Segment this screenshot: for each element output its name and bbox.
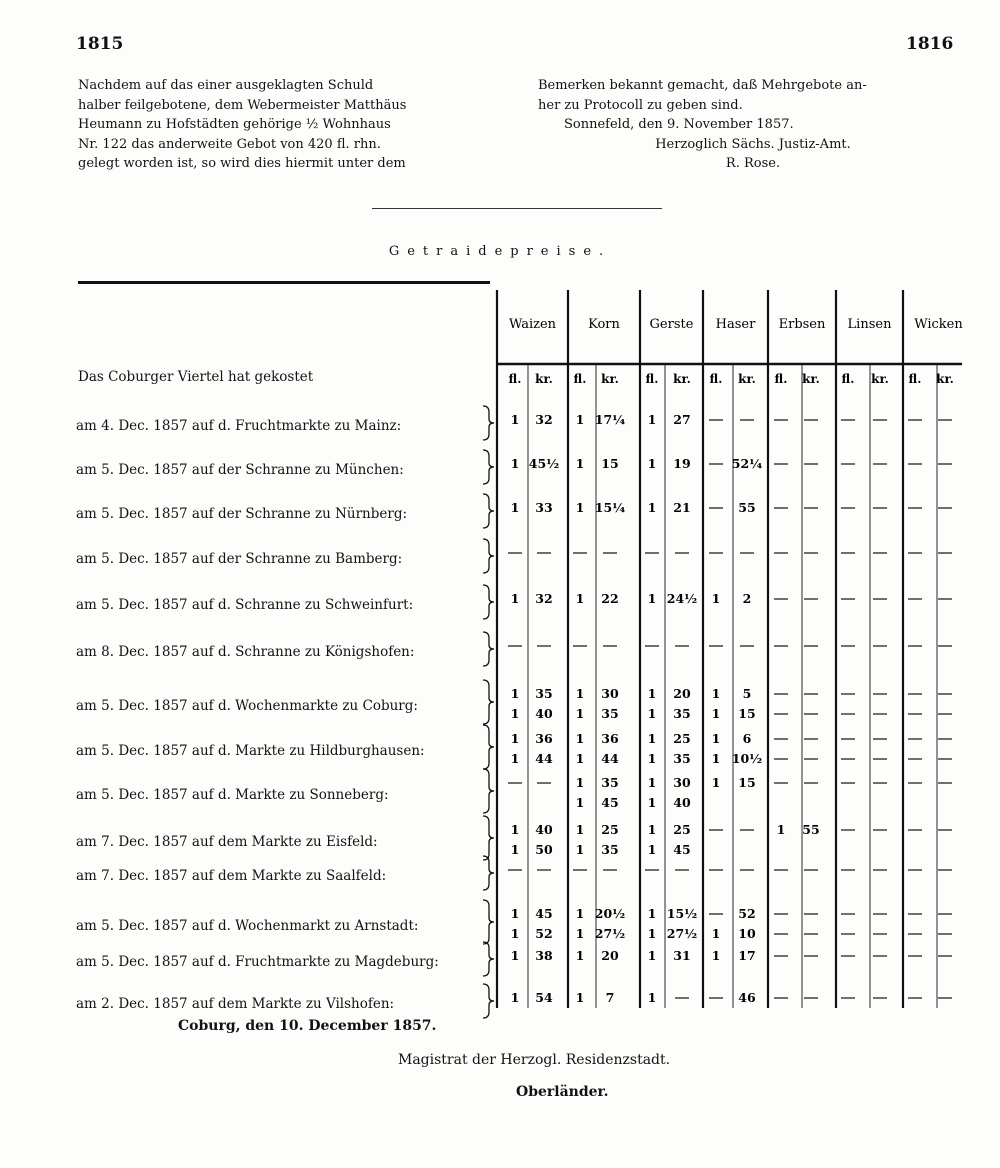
column-header: Waizen	[508, 317, 557, 332]
price-cell: 52	[535, 926, 553, 941]
price-cell: 1	[711, 731, 721, 746]
price-cell: 1	[711, 926, 721, 941]
row-brace	[483, 494, 494, 528]
price-cell: 1	[575, 456, 585, 471]
price-cell: 36	[535, 731, 553, 746]
price-cell: 5	[742, 686, 752, 701]
price-cell: 1	[647, 591, 657, 606]
unit-header: kr.	[535, 372, 553, 386]
table-intro: Das Coburger Viertel hat gekostet	[78, 369, 314, 385]
price-cell: 1	[575, 990, 585, 1005]
row-label: am 5. Dec. 1857 auf d. Wochenmarkte zu Coburg:	[76, 698, 418, 714]
price-cell: 25	[673, 822, 691, 837]
page-number-left: 1815	[76, 34, 124, 54]
price-cell: 35	[601, 775, 619, 790]
price-cell: 55	[802, 822, 820, 837]
price-cell: 30	[601, 686, 619, 701]
price-cell: 1	[711, 591, 721, 606]
price-cell: 1	[647, 990, 657, 1005]
price-cell: 1	[647, 926, 657, 941]
row-brace	[483, 816, 494, 860]
unit-header: kr.	[738, 372, 756, 386]
price-cell: 27½	[666, 926, 698, 941]
price-cell: 21	[673, 500, 691, 515]
price-cell: 1	[510, 906, 520, 921]
price-cell: 15	[601, 456, 619, 471]
price-cell: 1	[510, 731, 520, 746]
price-cell: 1	[575, 751, 585, 766]
unit-header: fl.	[709, 372, 723, 386]
row-brace	[483, 450, 494, 484]
column-header: Linsen	[847, 317, 892, 332]
price-cell: 20	[673, 686, 691, 701]
row-brace	[483, 769, 494, 813]
price-cell: 1	[575, 500, 585, 515]
price-cell: 1	[575, 795, 585, 810]
price-cell: 45	[535, 906, 553, 921]
row-label: am 5. Dec. 1857 auf der Schranne zu München:	[76, 462, 404, 478]
price-cell: 19	[673, 456, 691, 471]
price-cell: 1	[776, 822, 786, 837]
price-cell: 1	[510, 412, 520, 427]
notice-line: halber feilgebotene, dem Webermeister Matthäus	[78, 97, 407, 113]
notice-signature: R. Rose.	[725, 156, 781, 172]
unit-header: kr.	[936, 372, 954, 386]
unit-header: kr.	[601, 372, 619, 386]
price-cell: 30	[673, 775, 691, 790]
price-cell: 1	[711, 706, 721, 721]
unit-header: kr.	[673, 372, 691, 386]
notice-line: Nr. 122 das anderweite Gebot von 420 fl. rhn.	[78, 136, 381, 152]
unit-header: fl.	[508, 372, 522, 386]
price-cell: 2	[742, 591, 752, 606]
notice-place-date: Sonnefeld, den 9. November 1857.	[564, 117, 794, 133]
row-brace	[483, 680, 494, 724]
price-cell: 1	[575, 591, 585, 606]
row-label: am 2. Dec. 1857 auf dem Markte zu Vilshofen:	[76, 996, 395, 1012]
price-cell: 44	[601, 751, 619, 766]
price-cell: 1	[647, 795, 657, 810]
footer-place-date: Coburg, den 10. December 1857.	[178, 1018, 437, 1034]
row-brace	[483, 539, 494, 573]
price-cell: 36	[601, 731, 619, 746]
price-cell: 1	[575, 686, 585, 701]
price-cell: 1	[575, 842, 585, 857]
price-cell: 15½	[666, 906, 698, 921]
price-cell: 1	[647, 775, 657, 790]
row-brace	[483, 406, 494, 440]
notice-line: Nachdem auf das einer ausgeklagten Schuld	[78, 78, 374, 93]
row-label: am 5. Dec. 1857 auf d. Markte zu Hildburghausen:	[76, 743, 425, 759]
row-label: am 5. Dec. 1857 auf d. Markte zu Sonneberg:	[76, 787, 389, 803]
price-cell: 25	[673, 731, 691, 746]
price-cell: 33	[535, 500, 553, 515]
row-label: am 5. Dec. 1857 auf der Schranne zu Bamberg:	[76, 551, 403, 567]
price-cell: 1	[510, 591, 520, 606]
price-cell: 1	[575, 706, 585, 721]
price-cell: 15¼	[594, 500, 626, 515]
price-cell: 35	[673, 751, 691, 766]
table-title: Getraidepreise.	[388, 244, 612, 259]
price-cell: 35	[673, 706, 691, 721]
price-cell: 17¼	[594, 412, 626, 427]
notice-line: gelegt worden ist, so wird dies hiermit unter dem	[78, 156, 406, 172]
price-cell: 1	[510, 926, 520, 941]
price-cell: 15	[738, 706, 756, 721]
price-cell: 20	[601, 948, 619, 963]
price-cell: 1	[575, 948, 585, 963]
price-cell: 35	[535, 686, 553, 701]
price-cell: 1	[575, 412, 585, 427]
price-cell: 1	[647, 906, 657, 921]
price-cell: 1	[647, 412, 657, 427]
price-cell: 32	[535, 412, 553, 427]
price-cell: 40	[673, 795, 691, 810]
price-cell: 1	[711, 686, 721, 701]
price-cell: 10	[738, 926, 756, 941]
price-cell: 46	[738, 990, 756, 1005]
price-cell: 45	[601, 795, 619, 810]
row-brace	[483, 984, 494, 1018]
row-label: am 5. Dec. 1857 auf d. Wochenmarkt zu Arnstadt:	[76, 918, 419, 934]
price-cell: 52¼	[731, 456, 763, 471]
price-cell: 45½	[528, 456, 560, 471]
price-cell: 1	[575, 906, 585, 921]
price-cell: 1	[647, 500, 657, 515]
price-cell: 40	[535, 822, 553, 837]
unit-header: kr.	[871, 372, 889, 386]
price-cell: 1	[647, 751, 657, 766]
price-cell: 50	[535, 842, 553, 857]
price-cell: 45	[673, 842, 691, 857]
price-cell: 1	[575, 822, 585, 837]
price-cell: 1	[510, 751, 520, 766]
price-cell: 1	[510, 990, 520, 1005]
unit-header: fl.	[908, 372, 922, 386]
price-cell: 1	[510, 842, 520, 857]
price-cell: 1	[575, 731, 585, 746]
price-cell: 1	[647, 456, 657, 471]
row-brace	[483, 942, 494, 976]
column-header: Erbsen	[778, 317, 826, 332]
price-cell: 1	[510, 706, 520, 721]
row-brace	[483, 725, 494, 769]
unit-header: fl.	[645, 372, 659, 386]
price-cell: 38	[535, 948, 553, 963]
price-cell: 1	[647, 706, 657, 721]
page-number-right: 1816	[906, 34, 954, 54]
price-cell: 1	[647, 731, 657, 746]
price-cell: 31	[673, 948, 691, 963]
price-cell: 27	[673, 412, 691, 427]
footer-signature: Oberländer.	[516, 1084, 609, 1100]
price-cell: 10½	[731, 751, 763, 766]
price-cell: 1	[711, 751, 721, 766]
row-label: am 5. Dec. 1857 auf der Schranne zu Nürnberg:	[76, 506, 408, 522]
price-cell: 22	[601, 591, 619, 606]
price-cell: 1	[647, 948, 657, 963]
row-label: am 7. Dec. 1857 auf dem Markte zu Eisfeld:	[76, 834, 378, 850]
unit-header: kr.	[802, 372, 820, 386]
price-cell: 27½	[594, 926, 626, 941]
row-label: am 5. Dec. 1857 auf d. Fruchtmarkte zu Magdeburg:	[76, 954, 439, 970]
price-cell: 1	[510, 948, 520, 963]
price-cell: 1	[647, 842, 657, 857]
price-cell: 40	[535, 706, 553, 721]
price-cell: 52	[738, 906, 756, 921]
price-cell: 1	[510, 822, 520, 837]
price-cell: 55	[738, 500, 756, 515]
price-cell: 25	[601, 822, 619, 837]
price-cell: 44	[535, 751, 553, 766]
notice-line: Heumann zu Hofstädten gehörige ½ Wohnhaus	[78, 117, 391, 133]
price-cell: 17	[738, 948, 756, 963]
row-brace	[483, 900, 494, 944]
price-cell: 1	[510, 500, 520, 515]
price-cell: 6	[742, 731, 752, 746]
price-cell: 54	[535, 990, 553, 1005]
price-cell: 1	[711, 948, 721, 963]
price-cell: 32	[535, 591, 553, 606]
footer-authority: Magistrat der Herzogl. Residenzstadt.	[398, 1052, 671, 1068]
price-cell: 7	[605, 990, 615, 1005]
price-cell: 15	[738, 775, 756, 790]
row-label: am 8. Dec. 1857 auf d. Schranne zu Königshofen:	[76, 644, 415, 660]
price-cell: 1	[575, 926, 585, 941]
row-brace	[483, 856, 494, 890]
column-header: Haser	[715, 317, 756, 332]
price-cell: 1	[647, 822, 657, 837]
column-header: Korn	[588, 317, 620, 332]
row-brace	[483, 585, 494, 619]
price-cell: 35	[601, 842, 619, 857]
price-cell: 1	[711, 775, 721, 790]
unit-header: fl.	[573, 372, 587, 386]
price-cell: 24½	[666, 591, 698, 606]
row-label: am 7. Dec. 1857 auf dem Markte zu Saalfeld:	[76, 868, 387, 884]
price-cell: 20½	[594, 906, 626, 921]
unit-header: fl.	[774, 372, 788, 386]
price-cell: 1	[510, 456, 520, 471]
row-label: am 5. Dec. 1857 auf d. Schranne zu Schweinfurt:	[76, 597, 414, 613]
notice-line: her zu Protocoll zu geben sind.	[538, 97, 743, 113]
column-header: Gerste	[649, 317, 694, 332]
price-cell: 1	[510, 686, 520, 701]
row-brace	[483, 632, 494, 666]
unit-header: fl.	[841, 372, 855, 386]
price-cell: 1	[575, 775, 585, 790]
price-cell: 1	[647, 686, 657, 701]
price-cell: 35	[601, 706, 619, 721]
notice-authority: Herzoglich Sächs. Justiz-Amt.	[655, 136, 851, 152]
column-header: Wicken	[914, 317, 963, 332]
notice-line: Bemerken bekannt gemacht, daß Mehrgebote an-	[538, 78, 867, 93]
row-label: am 4. Dec. 1857 auf d. Fruchtmarkte zu Mainz:	[76, 418, 402, 434]
